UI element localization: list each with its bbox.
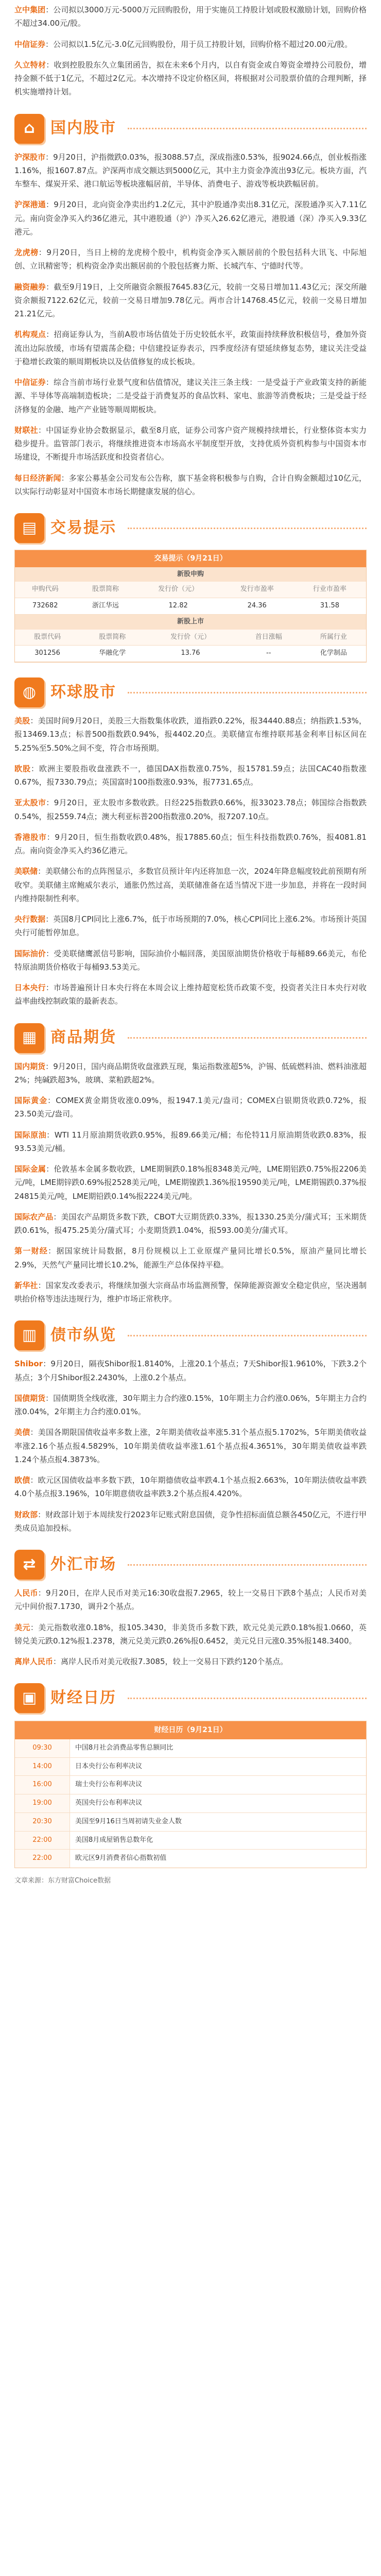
calendar-event: 中国8月社会消费品零售总额同比 xyxy=(75,1743,174,1752)
paragraph xyxy=(14,796,367,823)
domestic-section xyxy=(14,150,367,499)
paragraph-lead: 财政部 xyxy=(14,1510,38,1519)
table-cell: 31.58 xyxy=(293,598,366,615)
calendar-event: 美国8月成屋销售总数年化 xyxy=(75,1836,153,1844)
section-title: 债市纵览 xyxy=(50,1326,116,1344)
column-header: 股票代码 xyxy=(15,630,80,646)
divider xyxy=(128,1698,367,1699)
table-cell: 化学制品 xyxy=(301,646,366,662)
calendar-time: 20:30 xyxy=(15,1813,70,1831)
table-cell: 732682 xyxy=(15,598,75,615)
ipo-list-label: 新股上市 xyxy=(15,615,366,630)
paragraph xyxy=(14,246,367,273)
paragraph-text: ：美联储公布的点阵图显示，多数官员预计年内还将加息一次，2024年降息幅度较此前预期有所收窄。美联储主席鲍威尔表示，通胀仍然过高，美联储准备在适当情况下进一步加息，并将在一段时间内维持限制性利率。 xyxy=(14,867,367,903)
column-header: 股票简称 xyxy=(75,582,135,598)
calendar-row xyxy=(15,1850,366,1868)
paragraph-text: ：离岸人民币对美元收报7.3085，较上一交易日下跌约120个基点。 xyxy=(53,1657,288,1666)
calendar-row xyxy=(15,1776,366,1794)
table-cell: 13.76 xyxy=(145,646,236,662)
paragraph xyxy=(14,1060,367,1087)
section-header-commodities xyxy=(14,1022,367,1055)
calendar-title: 财经日历（9月21日） xyxy=(15,1721,366,1739)
calendar-event: 欧元区9月消费者信心指数初值 xyxy=(75,1854,167,1862)
section-title: 环球股市 xyxy=(50,683,116,701)
paragraph-lead: 国债期货 xyxy=(14,1393,46,1403)
paragraph xyxy=(14,1508,367,1535)
paragraph xyxy=(14,38,367,51)
paragraph-text: ：市场普遍预计日本央行将在本周会议上维持超宽松货币政策不变，投资者关注日本央行对收益率曲线控制政策的最新表态。 xyxy=(14,983,367,1006)
calendar-table xyxy=(14,1721,367,1868)
paragraph-text: ：公司拟以1.5亿元-3.0亿元回购股份，用于员工持股计划，回购价格不超过20.00元/股。 xyxy=(45,39,353,49)
table-cell: 24.36 xyxy=(221,598,293,615)
paragraph xyxy=(14,328,367,368)
section-header-forex xyxy=(14,1548,367,1581)
paragraph xyxy=(14,1655,367,1668)
paragraph xyxy=(14,1279,367,1306)
calendar-icon: ▣ xyxy=(14,1683,44,1713)
paragraph xyxy=(14,1244,367,1272)
paragraph-lead: 国际原油 xyxy=(14,1130,47,1140)
column-header: 发行市盈率 xyxy=(221,582,293,598)
calendar-event: 瑞士央行公布利率决议 xyxy=(75,1781,143,1789)
calendar-row xyxy=(15,1813,366,1832)
calendar-event: 日本央行公布利率决议 xyxy=(75,1762,143,1770)
divider xyxy=(128,1037,367,1039)
paragraph-lead: 龙虎榜 xyxy=(14,248,39,257)
section-title: 国内股市 xyxy=(50,119,116,138)
paragraph-text: ：收到控股股东久立集团函告，拟在未来6个月内，以自有资金或自筹资金增持公司股份，增持金额不低于1亿元，不超过2亿元。本次增持不设定价格区间，将根据对公司股票价值的合理判断，择机实施增持计划。 xyxy=(14,60,367,97)
table-cell: 华融化学 xyxy=(80,646,145,662)
section-header-domestic xyxy=(14,112,367,145)
section-title: 交易提示 xyxy=(50,518,116,537)
section-title: 财经日历 xyxy=(50,1689,116,1707)
calendar-time: 22:00 xyxy=(15,1832,70,1850)
paragraph xyxy=(14,1392,367,1419)
paragraph-lead: 香港股市 xyxy=(14,832,47,842)
paragraph xyxy=(14,1162,367,1203)
intro-section xyxy=(14,3,367,99)
trading-icon: ▤ xyxy=(14,513,44,543)
calendar-row xyxy=(15,1758,366,1776)
paragraph-lead: 财联社 xyxy=(14,425,38,435)
paragraph xyxy=(14,1210,367,1238)
paragraph-text: ：欧元区国债收益率多数下跌，10年期德债收益率跌4.1个基点报2.663%，10年期法债收益率跌4.0个基点报3.196%，10年期意债收益率跌3.2个基点报4.420%。 xyxy=(14,1476,367,1499)
paragraph-text: ：9月20日，在岸人民币对美元16:30收盘报7.2965，较上一交易日下跌8个基点；人民币对美元中间价报7.1730，调升2个基点。 xyxy=(14,1588,367,1612)
paragraph xyxy=(14,3,367,30)
paragraph-lead: 国内期货 xyxy=(14,1061,46,1071)
paragraph-text: ：9月20日，当日上榜的龙虎榜个股中，机构资金净买入额居前的个股包括科大讯飞、中际旭创、立讯精密等；机构资金净卖出额居前的个股包括赛力斯、长城汽车、宁德时代等。 xyxy=(14,248,367,271)
paragraph-text: ：公司拟以3000万元-5000万元回购股份，用于实施员工持股计划或股权激励计划，回购价格不超过34.00元/股。 xyxy=(14,5,367,28)
paragraph-text: ：WTI 11月原油期货收跌0.95%，报89.66美元/桶；布伦特11月原油期货收跌0.83%，报93.53美元/桶。 xyxy=(14,1130,367,1153)
ipo-subscribe-label: 新股申购 xyxy=(15,567,366,582)
paragraph-lead: 国际黄金 xyxy=(14,1096,48,1105)
paragraph xyxy=(14,1094,367,1121)
calendar-time: 09:30 xyxy=(15,1739,70,1757)
calendar-event: 英国央行公布利率决议 xyxy=(75,1799,143,1807)
paragraph-lead: 国际油价 xyxy=(14,948,46,958)
paragraph xyxy=(14,471,367,499)
section-header-global xyxy=(14,676,367,709)
section-header-bonds xyxy=(14,1319,367,1352)
paragraph-lead: 美元 xyxy=(14,1622,30,1632)
divider xyxy=(128,1564,367,1566)
paragraph xyxy=(14,150,367,191)
paragraph-text: ：招商证券认为，当前A股市场估值处于历史较低水平，政策面持续释放积极信号，叠加外资流出边际放缓，市场有望震荡企稳；中信建投证券表示，四季度经济有望延续修复态势，建议关注受益于稳增长政策的顺周期板块以及估值修复的成长板块。 xyxy=(14,330,367,366)
commodities-section xyxy=(14,1060,367,1306)
paragraph-text: ：9月20日，沪指微跌0.03%，报3088.57点，深成指涨0.53%，报9024.66点，创业板指涨1.16%，报1607.87点。沪深两市成交额达到5000亿元，其中主力资金净流出93亿元。板块方面，汽车整车、煤炭开采、港口航运等板块涨幅居前，半导体、消费电子、游戏等板块跌幅居前。 xyxy=(14,152,367,189)
paragraph-lead: 欧股 xyxy=(14,764,31,773)
table-row xyxy=(15,646,366,662)
paragraph-text: ：受美联储鹰派信号影响，国际油价小幅回落，美国原油期货价格收于每桶89.66美元，布伦特原油期货价格收于每桶93.53美元。 xyxy=(14,948,367,972)
paragraph-lead: 人民币 xyxy=(14,1588,38,1598)
paragraph xyxy=(14,1621,367,1648)
paragraph xyxy=(14,1128,367,1156)
paragraph-lead: 立中集团 xyxy=(14,5,46,14)
paragraph-text: ：综合当前市场行业景气度和估值情况，建议关注三条主线：一是受益于产业政策支持的新能源、半导体等高端制造板块；二是受益于消费复苏的食品饮料、家电、旅游等消费板块；三是受益于经济修复的金融、地产产业链等顺周期板块。 xyxy=(14,378,367,414)
paragraph-text: ：伦敦基本金属多数收跌，LME期铜跌0.18%报8348美元/吨，LME期铝跌0.75%报2206美元/吨，LME期锌跌0.69%报2528美元/吨，LME期镍跌1.36%报19590美元/吨，LME期锡跌0.37%报24815美元/吨，LME期铅跌0.14%报2224美元/吨。 xyxy=(14,1164,367,1201)
divider xyxy=(128,1335,367,1336)
paragraph-lead: 融资融券 xyxy=(14,282,46,292)
calendar-event: 美国至9月16日当周初请失业金人数 xyxy=(75,1817,182,1825)
paragraph-lead: 第一财经 xyxy=(14,1246,48,1256)
paragraph-lead: 每日经济新闻 xyxy=(14,473,61,483)
paragraph-lead: 久立特材 xyxy=(14,60,46,70)
paragraph-text: ：美国农产品期货多数下跌，CBOT大豆期货跌0.33%，报1330.25美分/蒲式耳；玉米期货跌0.61%，报475.25美分/蒲式耳；小麦期货跌1.04%，报593.00美分/蒲式耳。 xyxy=(14,1212,367,1235)
calendar-time: 19:00 xyxy=(15,1794,70,1812)
divider xyxy=(128,528,367,529)
source-note: 文章来源：东方财富Choice数据 xyxy=(14,1877,111,1885)
paragraph-text: ：9月20日，亚太股市多数收跌。日经225指数跌0.66%，报33023.78点；韩国综合指数跌0.54%，报2559.74点；澳大利亚标普200指数涨0.20%，报7207.10点。 xyxy=(14,798,367,821)
paragraph-text: ：截至9月19日，上交所融资余额报7645.83亿元，较前一交易日增加11.43亿元；深交所融资余额报7122.62亿元，较前一交易日增加9.78亿元。两市合计14768.45亿元，较前一交易日增加21.21亿元。 xyxy=(14,282,367,318)
table-cell: 12.82 xyxy=(136,598,221,615)
divider xyxy=(128,128,367,129)
column-header: 发行价（元） xyxy=(136,582,221,598)
paragraph-text: ：9月20日，国内商品期货收盘涨跌互现，集运指数涨超5%，沪锡、低硫燃料油、燃料油涨超2%；纯碱跌超3%，玻璃、菜粕跌超2%。 xyxy=(14,1061,367,1084)
column-header: 股票简称 xyxy=(80,630,145,646)
section-title: 商品期货 xyxy=(50,1028,116,1047)
column-header: 所属行业 xyxy=(301,630,366,646)
paragraph-lead: 国际金属 xyxy=(14,1164,46,1174)
section-header-trading xyxy=(14,512,367,545)
paragraph-text: ：9月20日，北向资金净卖出约1.2亿元，其中沪股通净卖出8.31亿元，深股通净买入7.11亿元。南向资金净买入约36亿港元，其中港股通（沪）净买入26.62亿港元，港股通（深）净买入9.33亿港元。 xyxy=(14,200,367,236)
paragraph-lead: 离岸人民币 xyxy=(14,1657,54,1666)
ipo-subscribe-table xyxy=(15,582,366,615)
paragraph-lead: 中信证券 xyxy=(14,39,46,49)
calendar-time: 22:00 xyxy=(15,1850,70,1868)
paragraph-text: ：国债期货全线收涨，30年期主力合约涨0.15%，10年期主力合约涨0.06%，5年期主力合约涨0.04%，2年期主力合约涨0.01%。 xyxy=(14,1393,367,1416)
table-cell: -- xyxy=(236,646,301,662)
paragraph-text: ：美元指数收涨0.18%，报105.3430，非美货币多数下跌，欧元兑美元跌0.18%报1.0660，英镑兑美元跌0.12%报1.2378，澳元兑美元跌0.26%报0.6452，美元兑日元涨0.35%报148.3400。 xyxy=(14,1622,367,1646)
stock-market-icon: ⌂ xyxy=(14,114,44,144)
table-cell: 浙江华远 xyxy=(75,598,135,615)
paragraph-lead: 美债 xyxy=(14,1428,30,1437)
paragraph-text: ：9月20日，隔夜Shibor报1.8140%，上涨20.1个基点；7天Shibor报1.9610%，下跌3.2个基点；3个月Shibor报2.2430%，上涨0.2个基点。 xyxy=(14,1359,367,1382)
column-header: 申购代码 xyxy=(15,582,75,598)
column-header: 首日涨幅 xyxy=(236,630,301,646)
exchange-icon: ⇄ xyxy=(14,1550,44,1580)
paragraph xyxy=(14,714,367,755)
paragraph-text: ：据国家统计局数据，8月份规模以上工业原煤产量同比增长0.5%，原油产量同比增长2.9%，天然气产量同比增长10.2%，能源生产总体保持平稳。 xyxy=(14,1246,367,1269)
paragraph xyxy=(14,198,367,239)
table-cell: 301256 xyxy=(15,646,80,662)
bonds-section xyxy=(14,1357,367,1535)
paragraph-text: ：美国时间9月20日，美股三大指数集体收跌，道指跌0.22%，报34440.88点；纳指跌1.53%，报13469.13点；标普500指数跌0.94%，报4402.20点。美联储宣布维持联邦基金利率目标区间在5.25%至5.50%之间不变，符合市场预期。 xyxy=(14,716,367,753)
section-header-calendar xyxy=(14,1682,367,1715)
paragraph xyxy=(14,912,367,940)
ipo-list-table xyxy=(15,630,366,663)
paragraph-lead: 新华社 xyxy=(14,1280,38,1290)
paragraph xyxy=(14,423,367,464)
paragraph-text: ：COMEX黄金期货收涨0.09%，报1947.1美元/盎司；COMEX白银期货收跌0.72%，报23.50美元/盎司。 xyxy=(14,1096,367,1119)
paragraph-text: ：财政部计划于本周续发行2023年记账式附息国债，竞争性招标面值总额各450亿元，不进行甲类成员追加投标。 xyxy=(14,1510,367,1533)
forex-section xyxy=(14,1586,367,1668)
divider xyxy=(128,692,367,693)
section-title: 外汇市场 xyxy=(50,1555,116,1573)
paragraph xyxy=(14,981,367,1008)
ipo-title: 交易提示（9月21日） xyxy=(15,550,366,567)
calendar-row xyxy=(15,1739,366,1758)
calendar-row xyxy=(15,1832,366,1850)
paragraph xyxy=(14,1473,367,1501)
paragraph-lead: 亚太股市 xyxy=(14,798,46,808)
paragraph-text: ：美国各期限国债收益率多数上涨，2年期美债收益率涨5.31个基点报5.1702%，5年期美债收益率涨2.16个基点报4.5829%，10年期美债收益率涨1.61个基点报4.3651%，30年期美债收益率跌1.24个基点报4.3873%。 xyxy=(14,1428,367,1464)
paragraph-lead: 沪深港通 xyxy=(14,200,46,210)
calendar-row xyxy=(15,1794,366,1813)
paragraph-text: ：欧洲主要股指收盘涨跌不一，德国DAX指数涨0.75%，报15781.59点；法国CAC40指数涨0.67%，报7330.79点；英国富时100指数涨0.93%，报7731.65点。 xyxy=(14,764,367,787)
paragraph-lead: 央行数据 xyxy=(14,914,46,924)
globe-icon: ◍ xyxy=(14,677,44,707)
calendar-time: 16:00 xyxy=(15,1776,70,1794)
paragraph-lead: 机构观点 xyxy=(14,330,46,340)
paragraph-lead: 欧债 xyxy=(14,1476,30,1485)
paragraph xyxy=(14,1357,367,1384)
commodity-icon: ▦ xyxy=(14,1023,44,1053)
paragraph-lead: 美股 xyxy=(14,716,30,725)
paragraph-lead: 中信证券 xyxy=(14,378,46,387)
paragraph-lead: 沪深股市 xyxy=(14,152,46,162)
calendar-time: 14:00 xyxy=(15,1758,70,1776)
paragraph xyxy=(14,831,367,858)
paragraph-text: ：9月20日，恒生指数收跌0.48%，报17885.60点；恒生科技指数跌0.76%，报4081.81点。南向资金净买入约36亿港元。 xyxy=(14,832,367,855)
paragraph-text: ：多家公募基金公司发布公告称，旗下基金将积极参与自购，合计自购金额超过10亿元，以实际行动彰显对中国资本市场长期健康发展的信心。 xyxy=(14,473,367,496)
global-section xyxy=(14,714,367,1008)
paragraph-text: ：国家发改委表示，将继续加强大宗商品市场监测预警，保障能源资源安全稳定供应，坚决遏制哄抬价格等违法违规行为，维护市场正常秩序。 xyxy=(14,1280,367,1303)
column-header: 行业市盈率 xyxy=(293,582,366,598)
paragraph xyxy=(14,865,367,905)
bond-icon: ▥ xyxy=(14,1320,44,1350)
paragraph xyxy=(14,1426,367,1466)
paragraph-text: ：中国证券业协会数据显示，截至8月底，证券公司客户资产规模持续增长，行业整体资本实力稳步提升。监管部门表示，将继续推进资本市场高水平制度型开放，支持优质外资机构参与中国资本市场建设，不断提升市场活跃度和投资者信心。 xyxy=(14,425,367,462)
paragraph xyxy=(14,947,367,974)
paragraph-text: ：英国8月CPI同比上涨6.7%，低于市场预期的7.0%，核心CPI同比上涨6.2%。市场预计英国央行可能暂停加息。 xyxy=(14,914,367,938)
column-header: 发行价（元） xyxy=(145,630,236,646)
paragraph xyxy=(14,280,367,321)
paragraph xyxy=(14,762,367,789)
paragraph-lead: 国际农产品 xyxy=(14,1212,54,1222)
paragraph xyxy=(14,376,367,416)
paragraph-lead: 美联储 xyxy=(14,867,38,876)
paragraph xyxy=(14,58,367,99)
paragraph-lead: Shibor xyxy=(14,1359,43,1369)
paragraph-lead: 日本央行 xyxy=(14,983,46,992)
ipo-table xyxy=(14,550,367,663)
paragraph xyxy=(14,1586,367,1614)
table-row xyxy=(15,598,366,615)
